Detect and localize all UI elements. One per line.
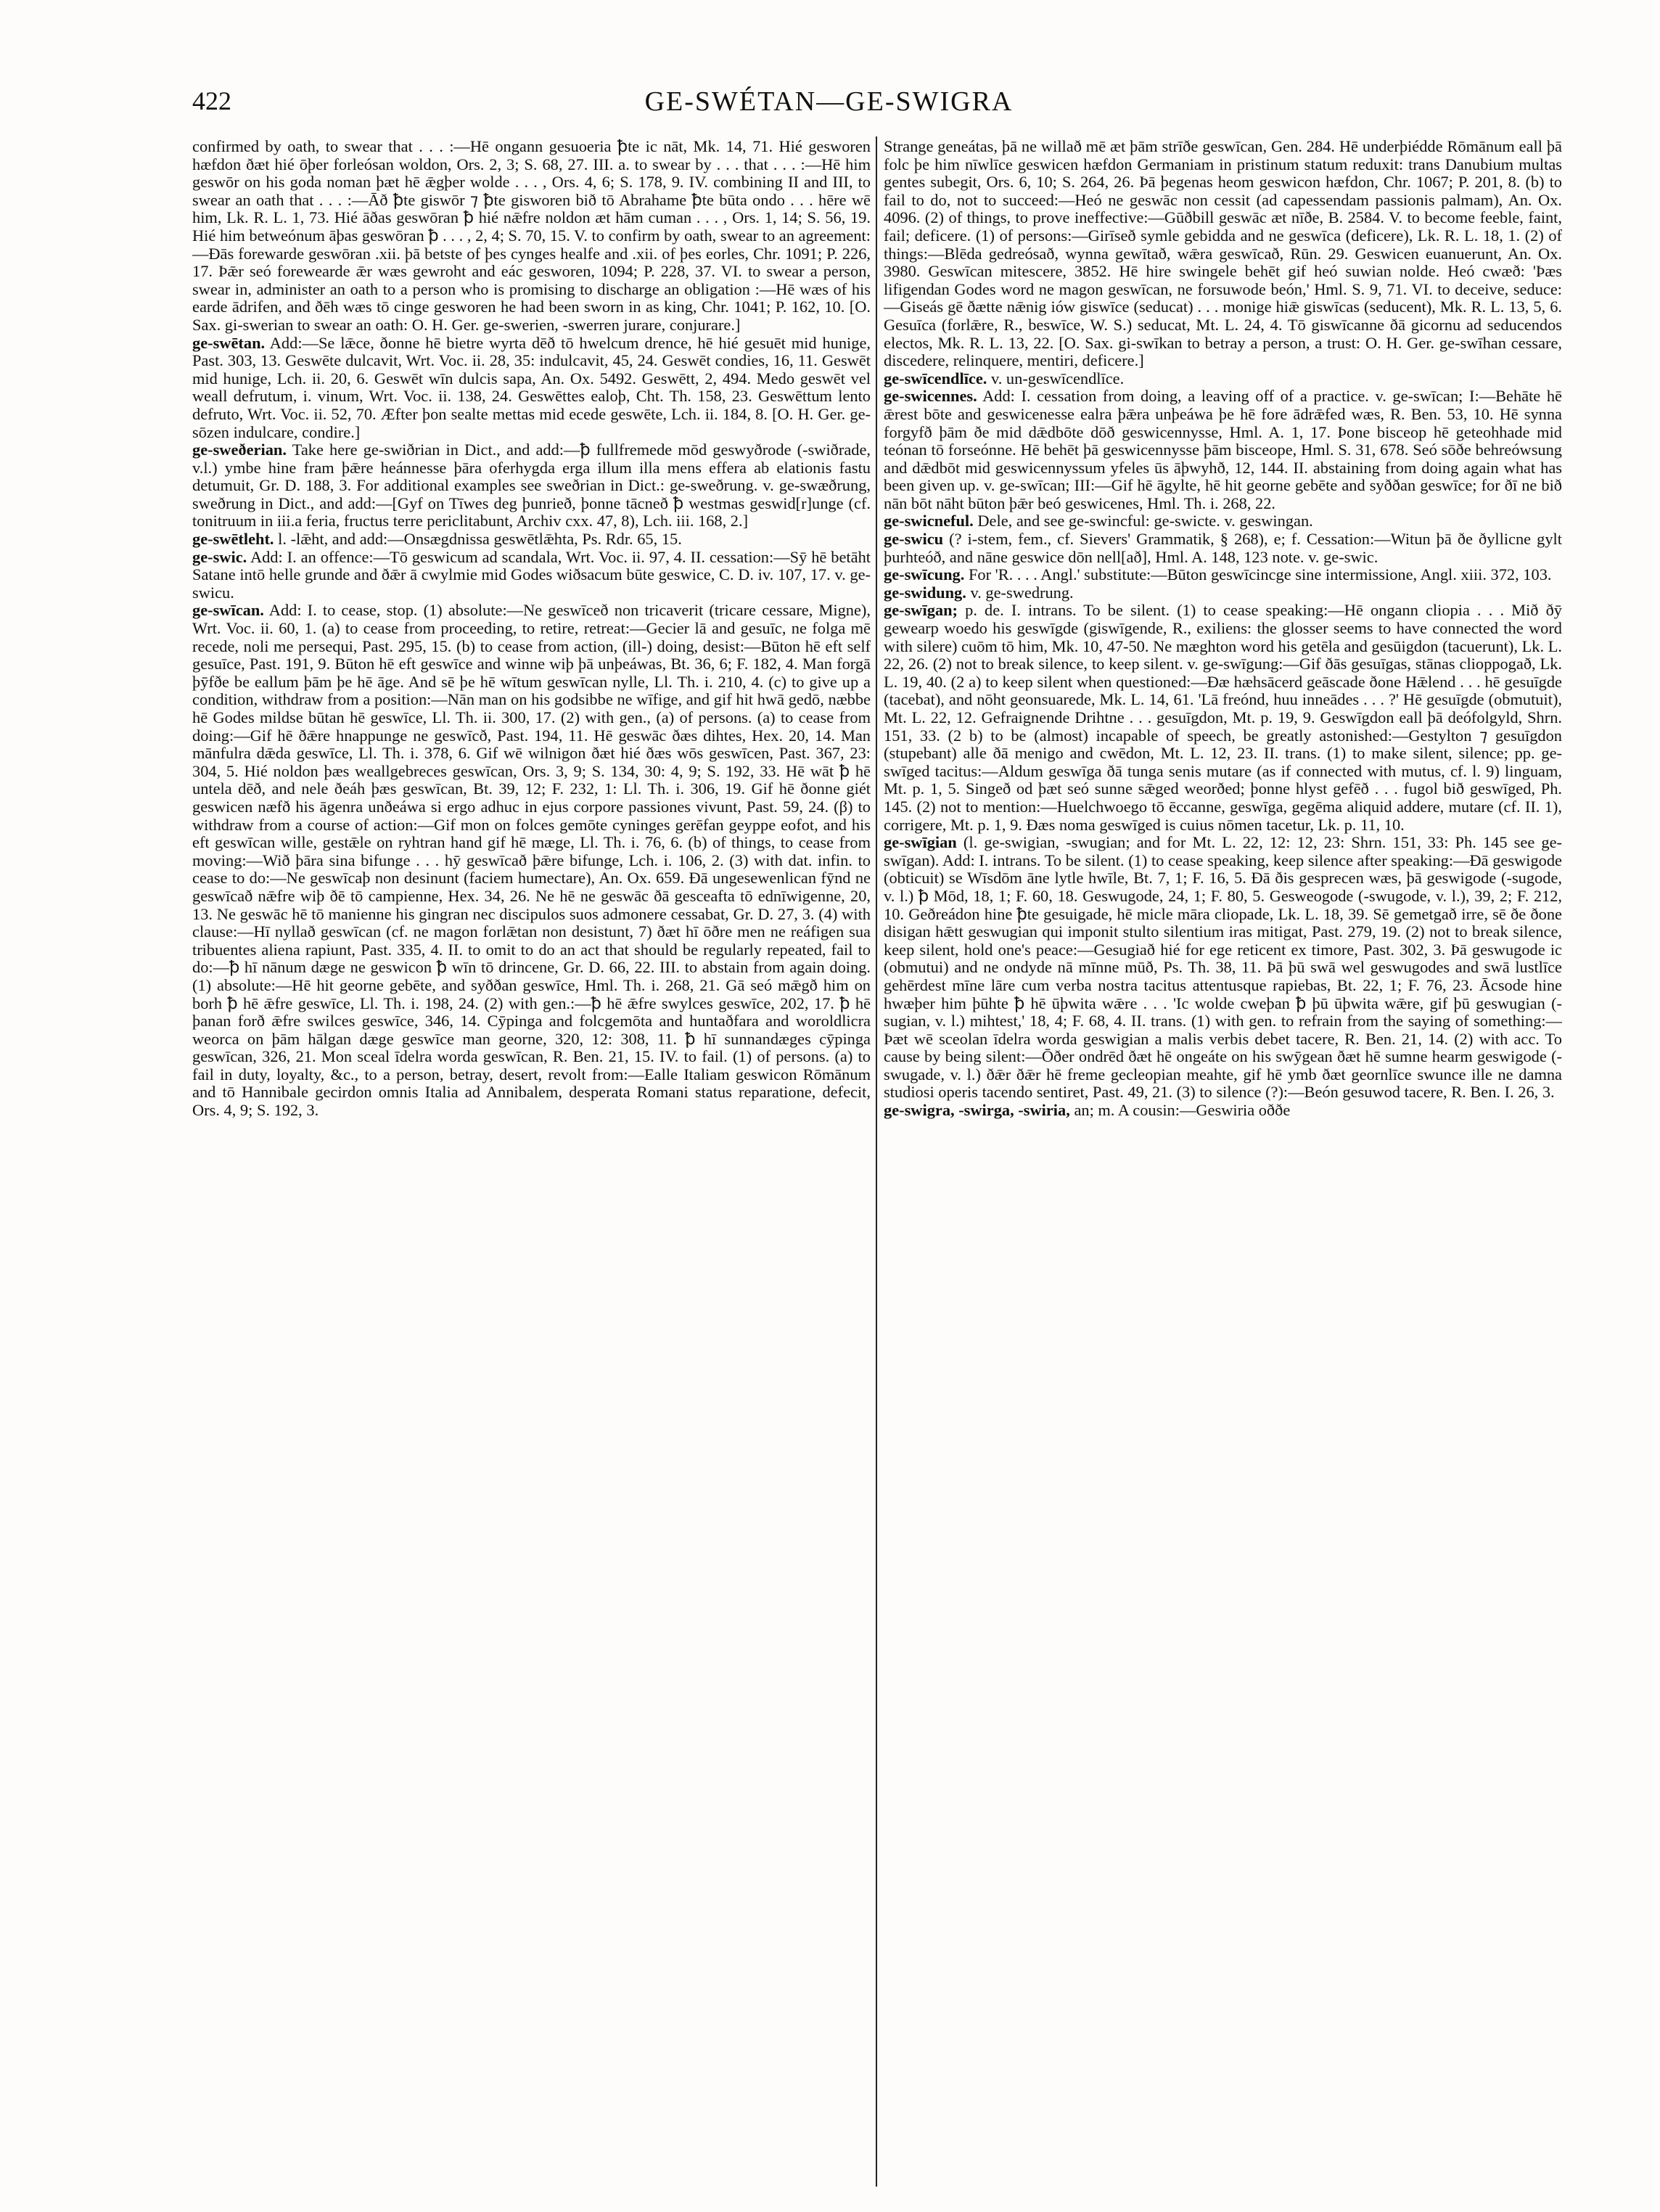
left-column [192, 138, 871, 2184]
entry-text: Take here ge-swiðrian in Dict., and add:—ꝥ fullfremede mōd geswyðrode (-swiðrade, v.l.) ymbe hine fram þǣre heánnesse þāra oferhygda erga illum illa mens effera ab elationis fastu detumuit, Gr. D. 188, 3. For additional examples see sweðrian in Dict.: ge-sweðrung. v. ge-swæðrung, sweðrung in Dict., and add:—[Gyf on Tīwes deg þunrieð, þonne tācneð ꝥ westmas geswid[r]unge (cf. tonitruum in iii.a feria, fructus terre periclitabunt, Archiv cxx. 47, 8), Lch. iii. 168, 2.] [192, 441, 871, 531]
entry-text: (l. ge-swigian, -swugian; and for Mt. L. 22, 12: 12, 23: Shrn. 151, 33: Ph. 145 see ge-swīgan). Add: I. intrans. To be silent. (1) to cease speaking, keep silence after speaking:—Ðā geswigode (obticuit) se Wīsdōm āne lytle hwīle, Bt. 7, 1; F. 16, 5. Ðā ðis gesprecen wæs, þā geswigode (-sugode, v. l.) ꝥ Mōd, 18, 1; F. 60, 18. Geswugode, 24, 1; F. 80, 5. Gesweogode (-swugode, v. l.), 39, 2; F. 212, 10. Geðreádon hine ꝥte gesuigade, hē micle māra cliopade, Lk. L. 18, 39. Sē gemetgað irre, sē ðe ðone disigan hǣtt geswugian qui imponit stulto silentium iras mitigat, Past. 279, 19. (2) not to break silence, keep silent, hold one's peace:—Gesugiað hié for ege reticent ex timore, Past. 302, 3. Þā geswugode ic (obmutui) and ne ondyde nā mīnne mūð, Ps. Th. 38, 11. Þā þū swā wel geswugodes and swā lustlīce gehērdest mīne lāre cum verba nostra tacitus attentusque rapiebas, Bt. 22, 1; F. 76, 23. Ācsode hine hwæþer him þūhte ꝥ hē ūþwita wǣre . . . 'Ic wolde cweþan ꝥ þū ūþwita wǣre, gif þū geswugian (-sugian, v. l.) mihtest,' 18, 4; F. 68, 4. II. trans. (1) with gen. to refrain from the saying of something:—Þæt wē sceolan īdelra worda geswigian a malis verbis debet tacere, R. Ben. 21, 14. (2) with acc. To cause by being silent:—Ōðer ondrēd ðæt hē ongeáte on his swȳgean ðæt hē sumne hearm geswigode (-swugade, v. l.) ðǣr ðǣr hē freme gecleopian meahte, gif hē ymb ðæt geornlīce swunce ille ne damna studiosi operis tacendo sentiret, Past. 49, 21. (3) to silence (?):—Beón gesuwod tacere, R. Ben. I. 26, 3. [884, 833, 1562, 1102]
entry-text: an; m. A cousin:—Geswiria oððe [1074, 1101, 1291, 1120]
dictionary-entry [884, 584, 1562, 602]
entry-text: Dele, and see ge-swincful: ge-swicte. v. geswingan. [977, 512, 1313, 531]
dictionary-entry [884, 512, 1562, 531]
dictionary-entry [192, 335, 871, 442]
dictionary-entry [884, 138, 1562, 370]
entry-text: v. un-geswīcendlīce. [991, 369, 1125, 388]
entry-headword: ge-swic. [192, 547, 247, 566]
right-column [884, 138, 1562, 2184]
entry-text: Strange geneátas, þā ne willað mē æt þām strīðe geswīcan, Gen. 284. Hē underþiédde Rōmānum eall þā folc þe him nīwlīce geswicen hæfdon Germaniam in pristinum statum reduxit: trans Danubium multas gentes subegit, Ors. 6, 10; S. 264, 26. Þā þegenas heom geswicon hæfdon, Chr. 1067; P. 201, 8. (b) to fail to do, not to succeed:—Heó ne geswāc non cessit (ad capessendam passionis palmam), An. Ox. 4096. (2) of things, to prove ineffective:—Gūðbill geswāc æt nīðe, B. 2584. V. to become feeble, faint, fail; deficere. (1) of persons:—Girīseð symle gebidda and ne geswīca (deficere), Lk. R. L. 18, 1. (2) of things:—Blēda gedreósað, wynna gewītað, wǣra geswīcað, Rūn. 29. Geswicen euanuerunt, An. Ox. 3980. Geswīcan mitescere, 3852. Hē hire swingele behēt gif heó suwian nolde. Heó cwæð: 'Þæs lifigendan Godes word ne magon geswīcan, ne forsuwode beón,' Hml. S. 9, 71. VI. to deceive, seduce:—Giseás gē ðætte nǣnig iów giswīce (seducat) . . . monige hiǣ giswīcas (seducent), Mk. R. L. 13, 5, 6. Gesuīca (forlǣre, R., beswīce, W. S.) seducat, Mt. L. 24, 4. Tō giswīcanne ðā gicornu ad seducendos electos, Mk. R. L. 13, 22. [O. Sax. gi-swīkan to betray a person, a trust: O. H. Ger. ge-swīhan cessare, discedere, relinquere, mentiri, deficere.] [884, 138, 1562, 370]
entry-text: Add:—Se lǣce, ðonne hē bietre wyrta dēð tō hwelcum drence, hē hié gesuēt mid hunige, Past. 303, 13. Geswēte dulcavit, Wrt. Voc. ii. 28, 35: indulcavit, 45, 24. Geswēt condies, 16, 11. Geswēt mid hunige, Lch. ii. 20, 6. Geswēt wīn dulcis sapa, An. Ox. 5492. Geswētt, 2, 494. Medo geswēt vel weall defrutum, i. vinum, Wrt. Voc. ii. 138, 24. Geswēttes ealoþ, Cht. Th. 158, 23. Geswēttum lento defruto, Wrt. Voc. ii. 52, 70. Æfter þon sealte mettas mid ecede geswēte, Lch. ii. 184, 8. [O. H. Ger. ge-sōzen indulcare, condire.] [192, 333, 871, 441]
dictionary-entry [884, 602, 1562, 834]
entry-text: v. ge-swedrung. [970, 583, 1074, 602]
entry-headword: ge-swīcan. [192, 601, 264, 620]
entry-headword: ge-swīcendlīce. [884, 369, 987, 388]
dictionary-entry [192, 138, 871, 335]
running-head: GE-SWÉTAN—GE-SWIGRA [644, 86, 1014, 117]
entry-headword: ge-swīcung. [884, 565, 965, 584]
entry-headword: ge-swētan. [192, 333, 266, 352]
page-header [192, 86, 1466, 129]
dictionary-entry [884, 370, 1562, 388]
entry-headword: ge-swicennes. [884, 387, 977, 406]
dictionary-entry [192, 549, 871, 602]
dictionary-entry [884, 566, 1562, 584]
page-number: 422 [192, 86, 231, 115]
dictionary-entry [192, 441, 871, 531]
entry-text: confirmed by oath, to swear that . . . :—Hē ongann gesuoeria ꝥte ic nāt, Mk. 14, 71. Hié gesworen hæfdon ðæt hié ōþer forleósan woldon, Ors. 2, 3; S. 68, 27. III. a. to swear by . . . that . . . :—Hē him geswōr on his goda noman þæt hē ǣgþer wolde . . . , Ors. 4, 6; S. 178, 9. IV. combining II and III, to swear an oath that . . . :—Āð ꝥte giswōr ⁊ ꝥte gisworen bið tō Abrahame ꝥte būta ondo . . . hēre wē him, Lk. R. L. 1, 73. Hié āðas geswōran ꝥ hié nǣfre noldon æt hām cuman . . . , Ors. 1, 14; S. 56, 19. Hié him betweónum āþas geswōran ꝥ . . . , 2, 4; S. 70, 15. V. to confirm by oath, swear to an agreement:—Ðās forewarde geswōran .xii. þā betste of þes cynges healfe and .xii. of þes eorles, Chr. 1091; P. 226, 17. Þǣr seó forewearde ǣr wæs gewroht and eác gesworen, 1094; P. 228, 37. VI. to swear a person, swear in, administer an oath to a person who is promising to discharge an obligation :—Hē wæs of his earde ādrifen, and ðēh wæs tō cinge gesworen he had been sworn in as king, Chr. 1041; P. 162, 10. [O. Sax. gi-swerian to swear an oath: O. H. Ger. ge-swerien, -swerren jurare, conjurare.] [192, 138, 871, 334]
dictionary-entry [192, 602, 871, 1119]
entry-text: l. -lǣht, and add:—Onsægdnissa geswētlǣhta, Ps. Rdr. 65, 15. [278, 530, 682, 549]
dictionary-entry [884, 531, 1562, 566]
entry-headword: ge-swicneful. [884, 512, 974, 531]
entry-text: (? i-stem, fem., cf. Sievers' Grammatik, § 268), e; f. Cessation:—Witun þā ðe ðyllicne gylt þurhteóð, and nāne geswice dōn nell[að], Hml. A. 148, 123 note. v. ge-swic. [884, 530, 1562, 566]
dictionary-entry [884, 388, 1562, 512]
dictionary-entry [192, 531, 871, 549]
column-divider [876, 136, 877, 2187]
entry-headword: ge-swīgian [884, 833, 957, 852]
entry-text: Add: I. an offence:—Tō geswicum ad scandala, Wrt. Voc. ii. 97, 4. II. cessation:—Sȳ hē betāht Satane intō helle grunde and ðǣr ā cwylmie mid Godes wiðsacum būte geswice, C. D. iv. 107, 17. v. ge-swicu. [192, 547, 871, 602]
entry-text: Add: I. cessation from doing, a leaving off of a practice. v. ge-swīcan; I:—Behāte hē ǣrest bōte and geswicenesse ealra þǣra unþeáwa þe hē fore ādrǣfed wæs, R. Ben. 53, 10. Hē synna forgyfð þām ðe mid dǣdbōte dōð geswicennysse, Hml. A. 1, 17. Þone bisceop hē geteohhade mid teónan tō forseónne. Hē behēt þā geswicennysse þām bisceope, Hml. S. 31, 678. Seó sōðe behreówsung and dǣdbōt mid geswicennyssum yfeles ūs āþwyhð, 12, 144. II. abstaining from doing again what has been given up. v. ge-swīcan; III:—Gif hē āgylte, hē hit georne gebēte and syððan geswīce; for ðī ne bið nān bōt nāht būton þǣr beó geswicenes, Hml. Th. i. 268, 22. [884, 387, 1562, 512]
entry-headword: ge-sweðerian. [192, 441, 287, 459]
entry-headword: ge-swētleht. [192, 530, 274, 549]
entry-headword: ge-swigra, -swirga, -swiria, [884, 1101, 1070, 1120]
dictionary-entry [884, 834, 1562, 1102]
dictionary-entry [884, 1102, 1562, 1120]
entry-text: p. de. I. intrans. To be silent. (1) to cease speaking:—Hē ongann cliopia . . . Mið ðȳ gewearp woedo his geswīgde (giswīgende, R., exiliens: the glosser seems to have connected the word with silere) cuōm tō him, Mk. 10, 47-50. Ne mæghton word his getēla and gesūigdon (tacuerunt), Lk. L. 22, 26. (2) not to break silence, to keep silent. v. ge-swīgung:—Gif ðās gesuīgas, stānas clioppogað, Lk. L. 19, 40. (2 a) to keep silent when questioned:—Ðæ hæhsācerd geāscade ðone Hǣlend . . . hē gesuīgde (tacebat), and nōht geonsuarede, Mk. L. 14, 61. 'Lā freónd, huu inneādes . . . ?' Hē gesuīgde (obmutuit), Mt. L. 22, 12. Gefraignende Drihtne . . . gesuīgdon, Mt. p. 19, 9. Geswīgdon eall þā deófolgyld, Shrn. 151, 33. (2 b) to be (almost) incapable of speech, be greatly astonished:—Gestylton ⁊ gesuīgdon (stupebant) alle ðā menigo and cwēdon, Mt. L. 12, 23. II. trans. (1) to make silent, silence; pp. ge-swīged tacitus:—Aldum geswīga ðā tunga senis mutare (as if connected with mutus, cf. l. 9) linguam, Mt. p. 1, 5. Singeð od þæt seó sunne sǣged weorðed; þonne hlyst gefēð . . . fugol bið geswīged, Ph. 145. (2) not to mention:—Huelchwoego tō ēccanne, geswīga, gegēma aliquid addere, mutare (cf. II. 1), corrigere, Mt. p. 1, 9. Ðæs noma geswīged is cuius nōmen tacetur, Lk. p. 11, 10. [884, 601, 1562, 834]
entry-text: For 'R. . . . Angl.' substitute:—Būton geswīcincge sine intermissione, Angl. xiii. 372, 103. [968, 565, 1552, 584]
entry-headword: ge-swicu [884, 530, 944, 549]
entry-text: Add: I. to cease, stop. (1) absolute:—Ne geswīceð non tricaverit (tricare cessare, Migne), Wrt. Voc. ii. 60, 1. (a) to cease from proceeding, to retire, retreat:—Gecier lā and gesuīc, ne folga mē recede, noli me persequi, Past. 295, 15. (b) to cease from action, (ill-) doing, desist:—Būton hē eft self gesuīce, Past. 191, 9. Būton hē eft geswīce and winne wiþ þā unþeáwas, Bt. 36, 6; F. 182, 4. Man forgā þȳfðe be eallum þām þe hē āge. And sē þe hē wītum geswīcan nylle, Ll. Th. i. 210, 4. (c) to give up a condition, withdraw from a position:—Nān man on his godsibbe ne wīfige, and gif hit hwā gedō, næbbe hē Godes mildse būtan hē geswīce, Ll. Th. ii. 300, 17. (2) with gen., (a) of persons. (a) to cease from doing:—Gif hē ðǣre hnappunge ne geswīcð, Past. 194, 11. Hē geswāc ðæs dihtes, Hex. 20, 14. Man mānfulra dǣda geswīce, Ll. Th. i. 378, 6. Gif wē wilnigon ðæt hié ðæs wōs geswīcen, Past. 367, 23: 304, 5. Hié noldon þæs weallgebreces geswīcan, Ors. 3, 9; S. 134, 30: 4, 9; S. 192, 33. Hē wāt ꝥ hē untela dēð, and nele ðeáh þæs geswīcan, Bt. 39, 12; F. 232, 1: Ll. Th. i. 306, 19. Gif hē ðonne giét geswicen næfð his āgenra unðeáwa si ergo adhuc in ejus corpore passiones vivunt, Past. 59, 24. (β) to withdraw from a course of action:—Gif mon on folces gemōte cyninges gerēfan geyppe eofot, and his eft geswīcan wille, gestǣle on ryhtran hand gif hē mæge, Ll. Th. i. 76, 6. (b) of things, to cease from moving:—Wið þāra sina bifunge . . . hȳ geswīcað þǣre bifunge, Lch. i. 106, 2. (3) with dat. infin. to cease to do:—Ne geswīcaþ non desinunt (faciem humectare), An. Ox. 659. Ðā ungesewenlican fȳnd ne geswīcað nǣfre wiþ ðē tō campienne, Hex. 34, 26. Ne hē ne geswāc ðā gesceafta tō ednīwigenne, 20, 13. Ne geswāc hē tō manienne his gingran nec discipulos suos admonere cessabat, Gr. D. 27, 3. (4) with clause:—Hī nyllað geswīcan (cf. ne magon forlǣtan non desistunt, 7) ðæt hī ōðre men ne reáfigen sua tribuentes aliena rapiunt, Past. 335, 4. II. to omit to do an act that should be regularly repeated, fail to do:—ꝥ hī nānum dæge ne geswicon ꝥ wīn tō drincene, Gr. D. 66, 22. III. to abstain from again doing. (1) absolute:—Hē hit georne gebēte, and syððan geswīce, Hml. Th. i. 268, 21. Gā seó mǣgð him on borh ꝥ hē ǣfre geswīce, Ll. Th. i. 198, 24. (2) with gen.:—ꝥ hē ǣfre swylces geswīce, 202, 17. ꝥ hē þanan forð ǣfre swilces geswīce, 346, 14. Cȳpinga and folcgemōta and huntaðfara and woroldlicra weorca on þām hālgan dæge geswīce man georne, 320, 12: 308, 11. ꝥ hī sunnandæges cȳpinga geswīcan, 326, 21. Mon sceal īdelra worda geswīcan, R. Ben. 21, 15. IV. to fail. (1) of persons. (a) to fail in duty, loyalty, &c., to a person, betray, desert, revolt from:—Ealle Italiam geswicon Rōmānum and tō Hannibale gecirdon omnis Italia ad Annibalem, desperata Romani status reparatione, defecit, Ors. 4, 9; S. 192, 3. [192, 601, 871, 1120]
entry-headword: ge-swidung. [884, 583, 966, 602]
entry-headword: ge-swīgan; [884, 601, 958, 620]
